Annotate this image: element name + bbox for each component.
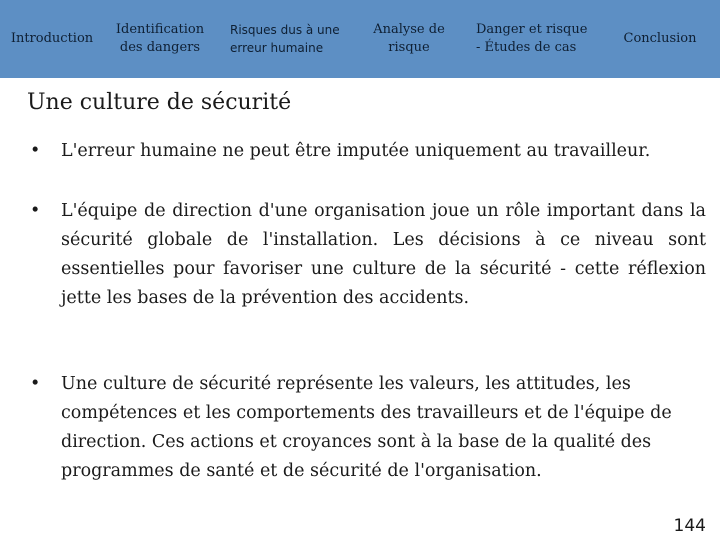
bullet-item (30, 370, 690, 486)
bullet-item (30, 197, 706, 313)
nav-tab-conclusion[interactable]: Conclusion (623, 31, 697, 46)
bullet-text: L'erreur humaine ne peut être imputée uniquement au travailleur. (61, 141, 651, 161)
bullet-icon: • (30, 201, 41, 221)
bullet-item (30, 137, 706, 166)
page-number: 144 (673, 516, 706, 536)
nav-tab-risques-erreur-humaine[interactable]: Risques dus à une erreur humaine (230, 23, 340, 55)
nav-tab-identification-des-dangers[interactable]: Identification des dangers (115, 22, 205, 55)
bullet-icon: • (30, 141, 41, 161)
slide-title: Une culture de sécurité (27, 90, 292, 115)
nav-tab-danger-et-risque-etudes-de-cas[interactable]: Danger et risque - Études de cas (476, 22, 588, 55)
nav-tab-analyse-de-risque[interactable]: Analyse de risque (373, 22, 445, 55)
top-navigation-bar (0, 0, 720, 78)
bullet-icon: • (30, 374, 41, 394)
nav-tab-introduction[interactable]: Introduction (10, 31, 94, 46)
bullet-text: Une culture de sécurité représente les valeurs, les attitudes, les compétences et les comportements des travailleurs et de l'équipe de direction. Ces actions et croyances sont à la base de la qualité des programmes de santé et de sécurité de l'organisation. (61, 374, 672, 481)
bullet-text: L'équipe de direction d'une organisation joue un rôle important dans la sécurité globale de l'installation. Les décisions à ce niveau sont essentielles pour favoriser une culture de la sécurité - cette réflexion jette les bases de la prévention des accidents. (61, 201, 706, 308)
